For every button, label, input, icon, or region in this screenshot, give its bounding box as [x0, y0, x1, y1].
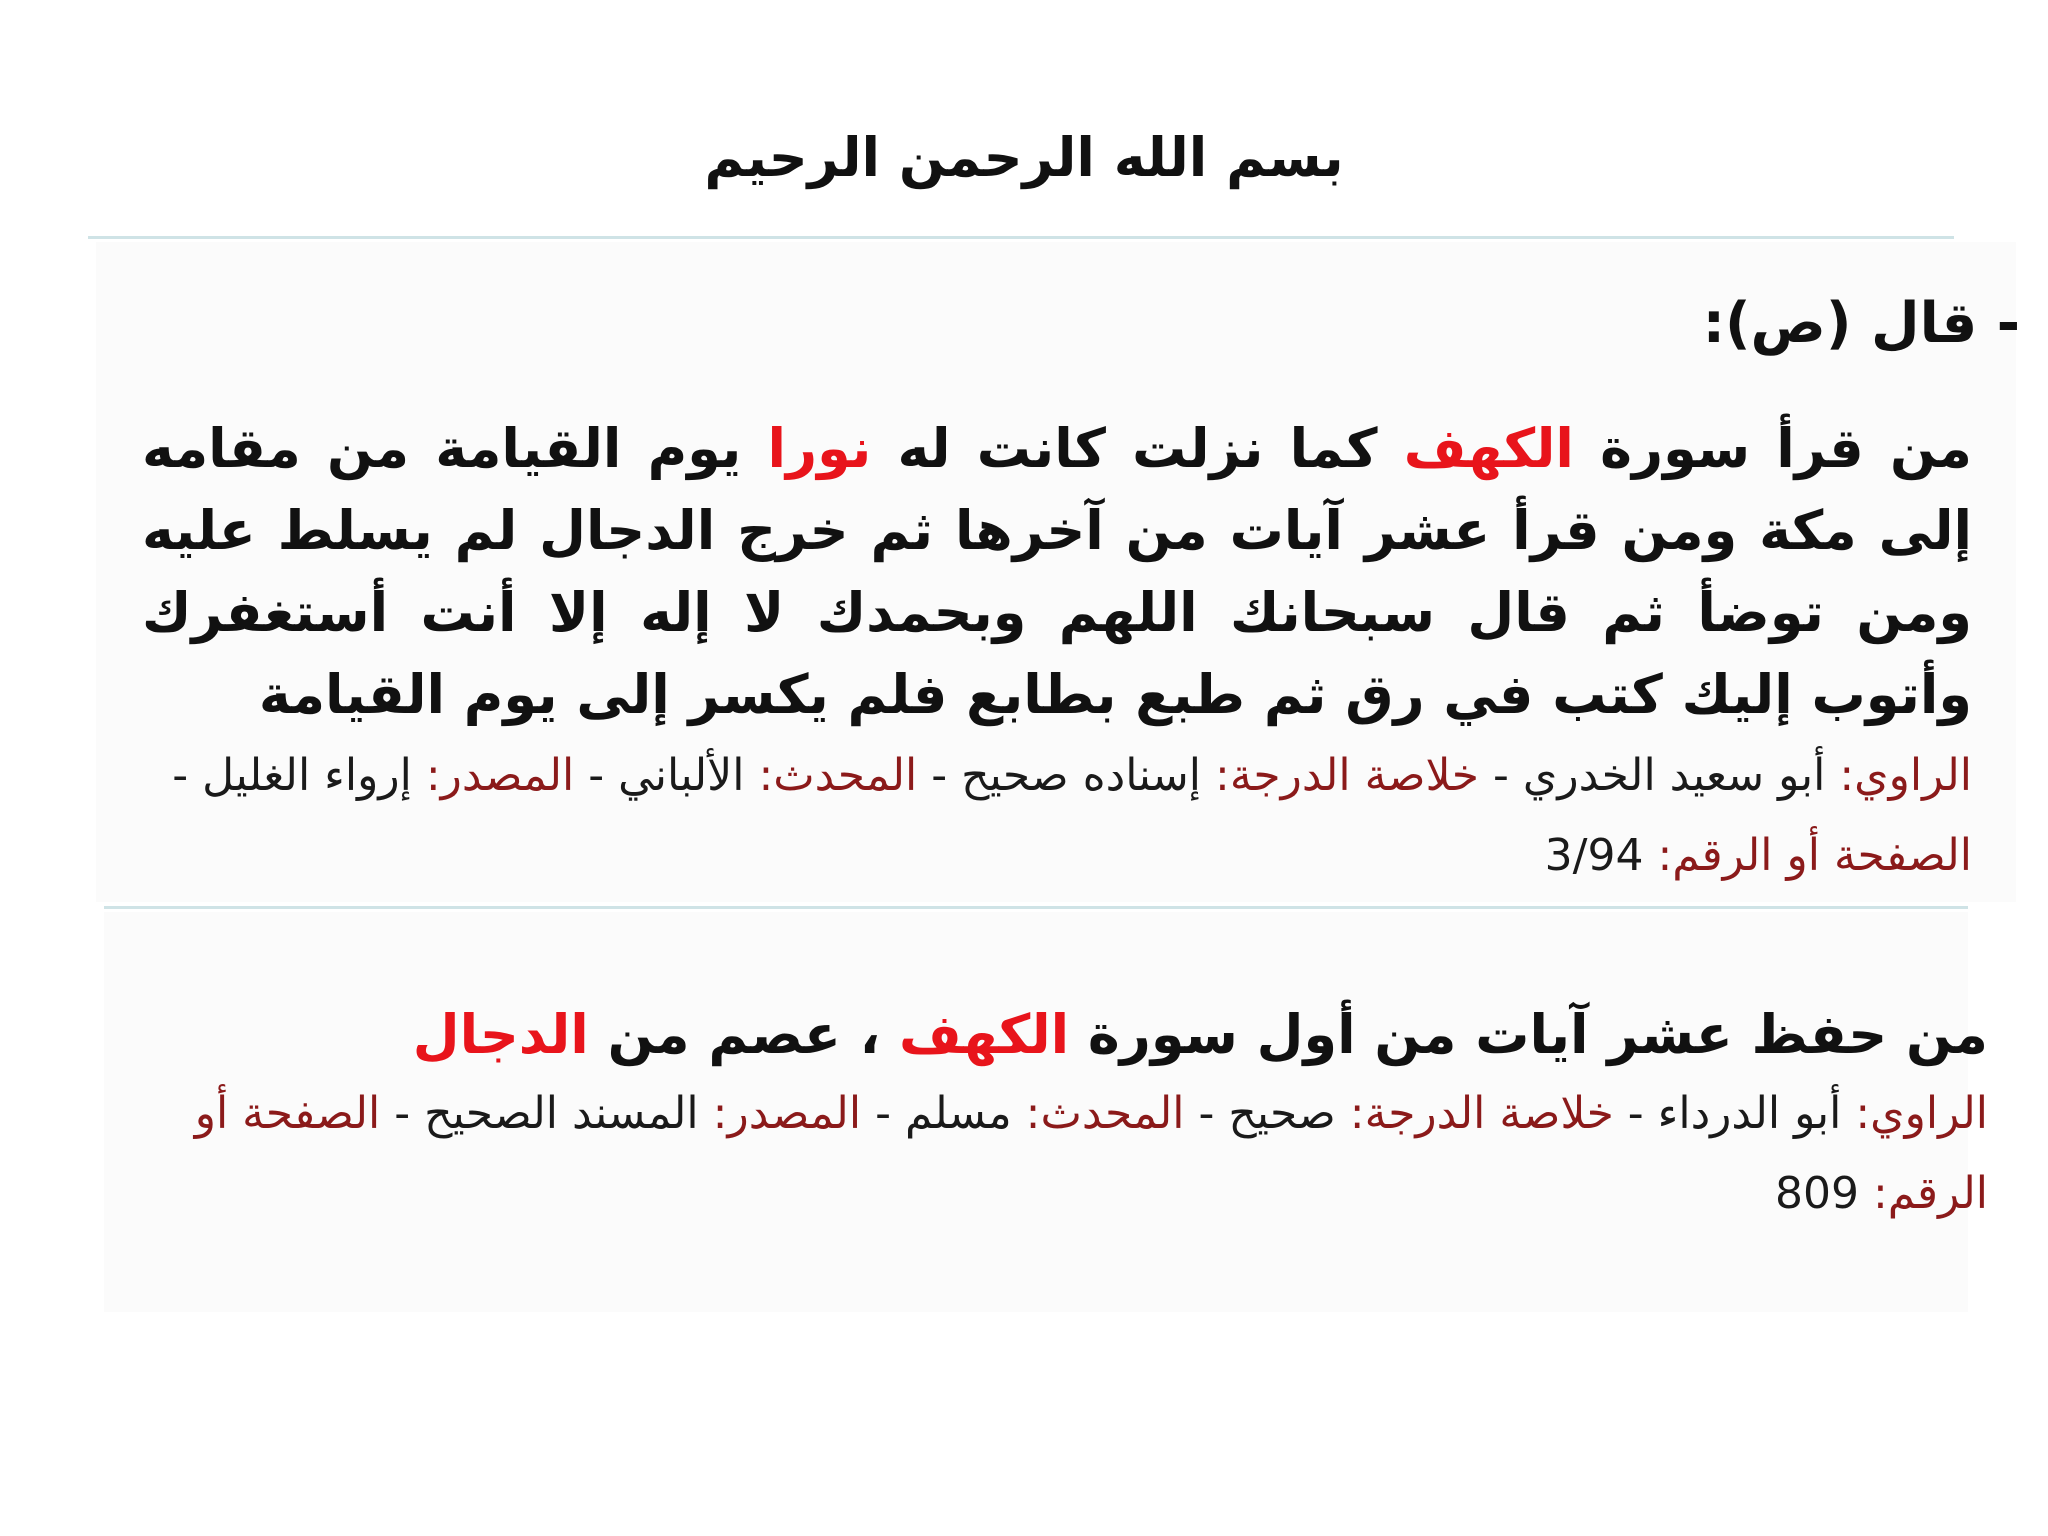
separator: - — [1627, 1088, 1644, 1139]
source-label: المصدر: — [425, 750, 575, 801]
separator: - — [875, 1088, 891, 1139]
narrator-label: الراوي: — [1839, 750, 1972, 801]
separator: - — [172, 750, 189, 801]
middle-divider — [104, 906, 1968, 909]
hadith-1-highlight-kahf: الكهف — [1403, 417, 1574, 480]
source-value: المسند الصحيح — [424, 1088, 699, 1139]
hadith-1-text — [142, 408, 1972, 736]
source-label: المصدر: — [712, 1088, 862, 1139]
separator: - — [1492, 750, 1509, 801]
page-value: 3/94 — [1544, 830, 1644, 881]
hadith-2-highlight-kahf: الكهف — [898, 1003, 1070, 1066]
scholar-label: المحدث: — [1025, 1088, 1185, 1139]
hadith-2-part-2: ، عصم من — [588, 1003, 899, 1066]
hadith-2-highlight-dajjal: الدجال — [412, 1003, 589, 1066]
page-value: 809 — [1774, 1168, 1859, 1219]
hadith-2-part-1: من حفظ عشر آيات من أول سورة — [1069, 1003, 1988, 1066]
hadith-1-highlight-nur: نورا — [767, 417, 872, 480]
grade-label: خلاصة الدرجة: — [1349, 1088, 1614, 1139]
intro-heading: - قال (ص): — [1702, 291, 2020, 356]
scholar-value: الألباني — [618, 750, 745, 801]
scholar-value: مسلم — [904, 1088, 1012, 1139]
hadith-2-text — [138, 994, 1988, 1076]
page-label: الصفحة أو الرقم: — [1657, 830, 1972, 881]
scholar-label: المحدث: — [758, 750, 918, 801]
grade-label: خلاصة الدرجة: — [1215, 750, 1479, 801]
separator: - — [1198, 1088, 1215, 1139]
separator: - — [931, 750, 948, 801]
grade-value: إسناده صحيح — [961, 750, 1201, 801]
grade-value: صحيح — [1228, 1088, 1336, 1139]
source-value: إرواء الغليل — [202, 750, 412, 801]
page-label: الصفحة أو الرقم: — [194, 1088, 1988, 1219]
separator: - — [588, 750, 605, 801]
hadith-1-part-3: يوم القيامة من مقامه إلى مكة ومن قرأ عشر آيات من آخرها ثم خرج الدجال لم يسلط عليه ومن توضأ ثم قال سبحانك اللهم وبحمدك لا إله إلا أنت أستغفرك وأتوب إليك كتب في رق ثم طبع بطابع فلم يكسر إلى يوم القيامة — [142, 417, 1972, 726]
narrator-value: أبو سعيد الخدري — [1522, 750, 1826, 801]
top-divider — [88, 236, 1954, 239]
narrator-label: الراوي: — [1855, 1088, 1988, 1139]
narrator-value: أبو الدرداء — [1657, 1088, 1842, 1139]
hadith-2-metadata — [138, 1074, 1988, 1234]
hadith-1-metadata — [142, 736, 1972, 896]
separator: - — [394, 1088, 411, 1139]
hadith-1-part-2: كما نزلت كانت له — [871, 417, 1404, 480]
basmala-title: بسم الله الرحمن الرحيم — [704, 126, 1344, 189]
hadith-1-part-1: من قرأ سورة — [1573, 417, 1972, 480]
